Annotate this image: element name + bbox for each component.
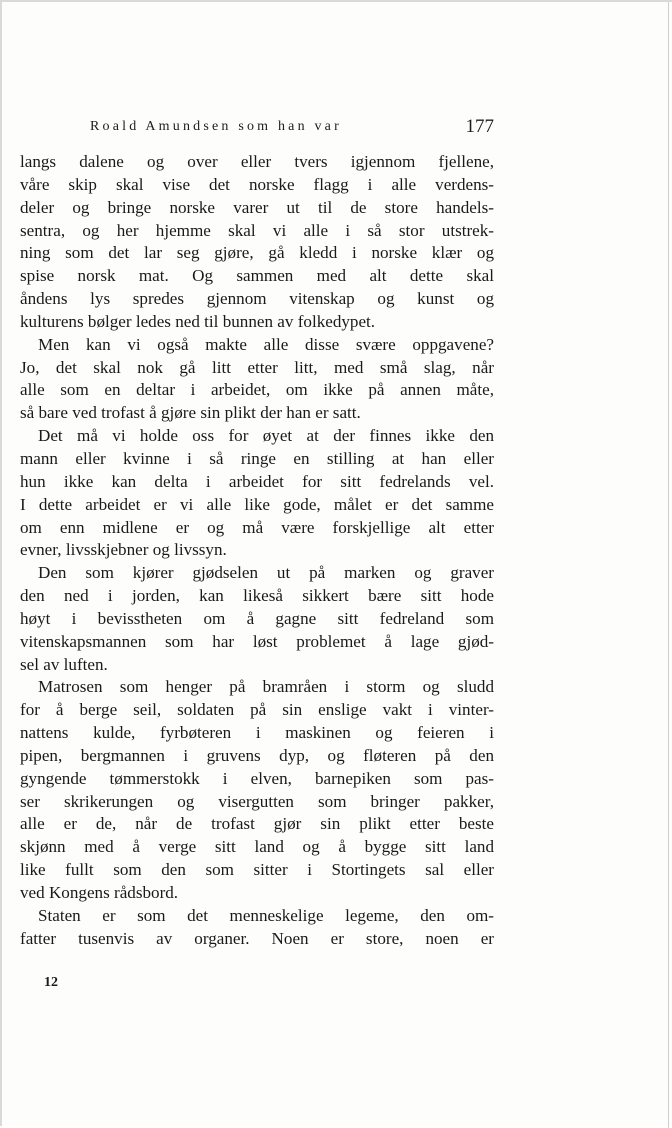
text-line: ning som det lar seg gjøre, gå kledd i norske klær og — [20, 243, 494, 263]
text-line: nattens kulde, fyrbøteren i maskinen og feieren i — [20, 723, 494, 743]
text-line: I dette arbeidet er vi alle like gode, målet er det samme — [20, 494, 494, 514]
text-line: om enn midlene er og må være forskjellige alt etter — [20, 517, 494, 537]
text-line: ser skrikerungen og visergutten som bringer pakker, — [20, 791, 494, 811]
text-line: pipen, bergmannen i gruvens dyp, og fløteren på den — [20, 745, 494, 765]
page-edge — [668, 2, 669, 1128]
text-line: Jo, det skal nok gå litt etter litt, med små slag, når — [20, 357, 494, 377]
text-line: sel av luften. — [20, 654, 108, 674]
running-title: Roald Amundsen som han var — [90, 119, 342, 134]
text-line: Det må vi holde oss for øyet at der finnes ikke den — [38, 426, 494, 446]
text-line: våre skip skal vise det norske flagg i alle verdens- — [20, 174, 494, 194]
page-number: 177 — [465, 116, 494, 137]
text-line: Men kan vi også makte alle disse svære oppgavene? — [38, 334, 494, 354]
text-line: høyt i bevisstheten om å gagne sitt fedreland som — [20, 608, 494, 628]
text-line: alle som en deltar i arbeidet, om ikke på annen måte, — [20, 380, 494, 400]
text-line: den ned i jorden, kan likeså sikkert bære sitt hode — [20, 586, 494, 606]
running-header — [20, 116, 494, 142]
body-text — [20, 151, 494, 951]
text-line: Den som kjører gjødselen ut på marken og graver — [38, 563, 494, 583]
text-line: åndens lys spredes gjennom vitenskap og kunst og — [20, 289, 494, 309]
signature-mark: 12 — [44, 975, 58, 990]
text-line: så bare ved trofast å gjøre sin plikt der han er satt. — [20, 403, 361, 423]
text-line: like fullt som den som sitter i Stortingets sal eller — [20, 860, 494, 880]
text-line: gyngende tømmerstokk i elven, barnepiken som pas- — [20, 768, 494, 788]
text-line: for å berge seil, soldaten på sin enslige vakt i vinter- — [20, 700, 494, 720]
text-line: alle er de, når de trofast gjør sin plikt etter beste — [20, 814, 494, 834]
text-line: hun ikke kan delta i arbeidet for sitt fedrelands vel. — [20, 471, 494, 491]
text-line: ved Kongens rådsbord. — [20, 883, 179, 902]
text-line: langs dalene og over eller tvers igjennom fjellene, — [20, 152, 494, 171]
text-line: sentra, og her hjemme skal vi alle i så stor utstrek- — [20, 220, 494, 240]
text-line: evner, livsskjebner og livssyn. — [20, 540, 227, 560]
text-line: Staten er som det menneskelige legeme, den om- — [38, 905, 494, 925]
text-line: mann eller kvinne i så ringe en stilling at han eller — [20, 448, 494, 468]
text-line: spise norsk mat. Og sammen med alt dette skal — [20, 266, 494, 286]
text-line: skjønn med å verge sitt land og å bygge sitt land — [20, 837, 494, 857]
text-line: deler og bringe norske varer ut til de store handels- — [20, 197, 494, 217]
text-line: vitenskapsmannen som har løst problemet å lage gjød- — [20, 631, 494, 651]
text-line: kulturens bølger ledes ned til bunnen av folkedypet. — [20, 311, 376, 331]
text-line: Matrosen som henger på bramråen i storm og sludd — [38, 677, 494, 697]
text-line: fatter tusenvis av organer. Noen er store, noen er — [20, 928, 494, 948]
